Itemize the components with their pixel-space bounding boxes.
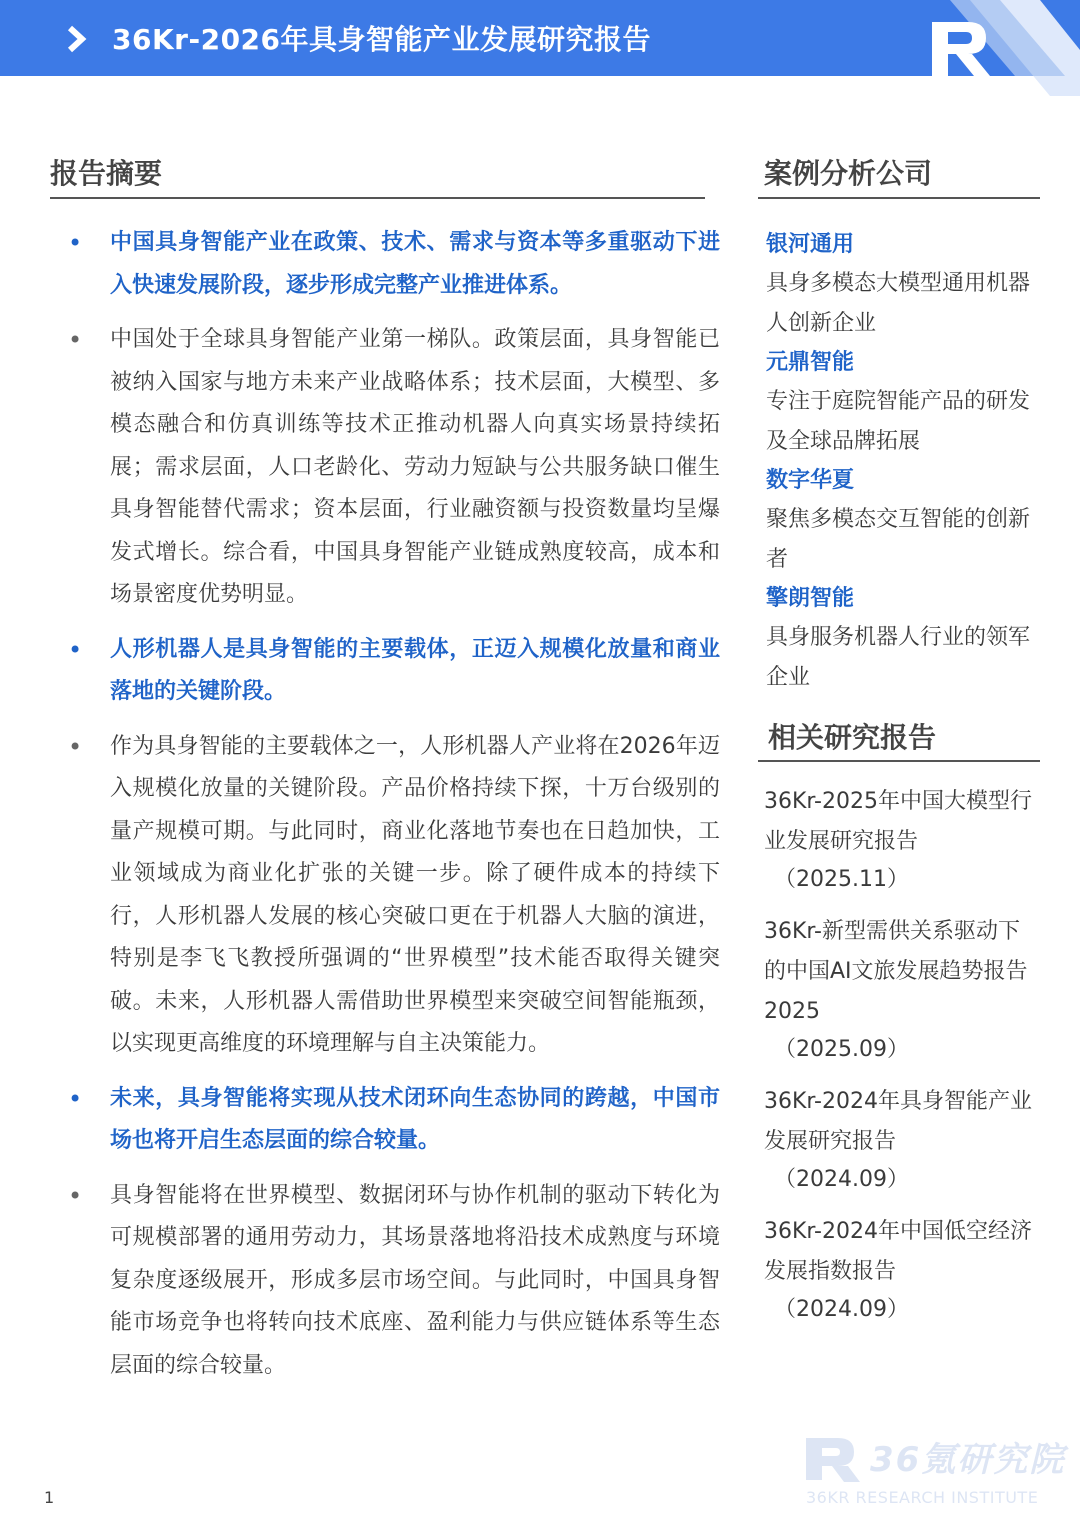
case-company-name: 数字华夏 xyxy=(766,468,855,493)
report-title: 36Kr-2026年具身智能产业发展研究报告 xyxy=(112,23,652,56)
summary-heading: 报告摘要 xyxy=(50,157,163,190)
report-item-date: （2025.09） xyxy=(774,1037,909,1062)
summary-bullet xyxy=(60,629,720,714)
r-logo-icon xyxy=(804,1434,860,1484)
case-list xyxy=(766,226,1036,698)
bullet-text: 中国具身智能产业在政策、技术、需求与资本等多重驱动下进入快速发展阶段，逐步形成完整产业推进体系。 xyxy=(110,230,720,298)
bullet-icon: • xyxy=(68,635,83,664)
summary-bullet xyxy=(60,1175,720,1388)
cases-divider xyxy=(758,197,1040,199)
report-item-title: 36Kr-2025年中国大模型行业发展研究报告 xyxy=(764,789,1032,854)
case-company-name: 擎朗智能 xyxy=(766,586,855,611)
watermark-logo xyxy=(804,1432,1066,1514)
bullet-icon: • xyxy=(68,1181,83,1210)
report-list xyxy=(764,782,1039,1342)
bullet-icon: • xyxy=(68,1084,83,1113)
chevron-right-icon xyxy=(62,24,92,54)
report-item-title: 36Kr-2024年中国低空经济发展指数报告 xyxy=(764,1219,1032,1284)
summary-bullet xyxy=(60,1078,720,1163)
reports-divider xyxy=(758,760,1040,762)
summary-divider xyxy=(50,197,705,199)
summary-bullet xyxy=(60,319,720,617)
bullet-text: 具身智能将在世界模型、数据闭环与协作机制的驱动下转化为可规模部署的通用劳动力，其场景落地将沿技术成熟度与环境复杂度逐级展开，形成多层市场空间。与此同时，中国具身智能市场竞争也将转向技术底座、盈利能力与供应链体系等生态层面的综合较量。 xyxy=(110,1182,720,1378)
bullet-text: 人形机器人是具身智能的主要载体，正迈入规模化放量和商业落地的关键阶段。 xyxy=(110,636,720,704)
bullet-text: 未来，具身智能将实现从技术闭环向生态协同的跨越，中国市场也将开启生态层面的综合较量。 xyxy=(110,1085,720,1153)
summary-bullet xyxy=(60,222,720,307)
case-company-desc: 专注于庭院智能产品的研发及全球品牌拓展 xyxy=(766,389,1031,454)
case-company-name: 元鼎智能 xyxy=(766,350,855,375)
report-item[interactable] xyxy=(764,1212,1039,1328)
case-company-name: 银河通用 xyxy=(766,232,855,257)
report-item-date: （2024.09） xyxy=(774,1167,909,1192)
page-number: 1 xyxy=(44,1488,55,1507)
report-item-title: 36Kr-2024年具身智能产业发展研究报告 xyxy=(764,1089,1032,1154)
summary-bullet xyxy=(60,726,720,1066)
watermark-text: 36氪研究院 xyxy=(870,1440,1066,1480)
report-item[interactable] xyxy=(764,912,1039,1068)
reports-heading: 相关研究报告 xyxy=(768,721,937,754)
r-logo-icon xyxy=(890,0,1080,96)
case-company-desc: 聚焦多模态交互智能的创新者 xyxy=(766,507,1031,572)
case-company-desc: 具身服务机器人行业的领军企业 xyxy=(766,625,1031,690)
bullet-text: 作为具身智能的主要载体之一，人形机器人产业将在2026年迈入规模化放量的关键阶段。产品价格持续下探，十万台级别的量产规模可期。与此同时，商业化落地节奏也在日趋加快，工业领域成为商业化扩张的关键一步。除了硬件成本的持续下行，人形机器人发展的核心突破口更在于机器人大脑的演进，特别是李飞飞教授所强调的“世界模型”技术能否取得关键突破。未来，人形机器人需借助世界模型来突破空间智能瓶颈，以实现更高维度的环境理解与自主决策能力。 xyxy=(110,733,720,1056)
report-item[interactable] xyxy=(764,782,1039,898)
cases-heading: 案例分析公司 xyxy=(764,157,933,190)
report-item-date: （2024.09） xyxy=(774,1297,909,1322)
bullet-icon: • xyxy=(68,326,83,354)
report-item-title: 36Kr-新型需供关系驱动下的中国AI文旅发展趋势报告2025 xyxy=(764,919,1028,1024)
watermark-subtitle: 36KR RESEARCH INSTITUTE xyxy=(806,1488,1039,1507)
bullet-text: 中国处于全球具身智能产业第一梯队。政策层面，具身智能已被纳入国家与地方未来产业战略体系；技术层面，大模型、多模态融合和仿真训练等技术正推动机器人向真实场景持续拓展；需求层面，人口老龄化、劳动力短缺与公共服务缺口催生具身智能替代需求；资本层面，行业融资额与投资数量均呈爆发式增长。综合看，中国具身智能产业链成熟度较高，成本和场景密度优势明显。 xyxy=(110,327,720,607)
report-item[interactable] xyxy=(764,1082,1039,1198)
bullet-icon: • xyxy=(68,732,83,761)
report-item-date: （2025.11） xyxy=(774,867,909,892)
bullet-icon: • xyxy=(68,229,83,257)
case-company-desc: 具身多模态大模型通用机器人创新企业 xyxy=(766,271,1031,336)
summary-list xyxy=(60,222,720,1399)
